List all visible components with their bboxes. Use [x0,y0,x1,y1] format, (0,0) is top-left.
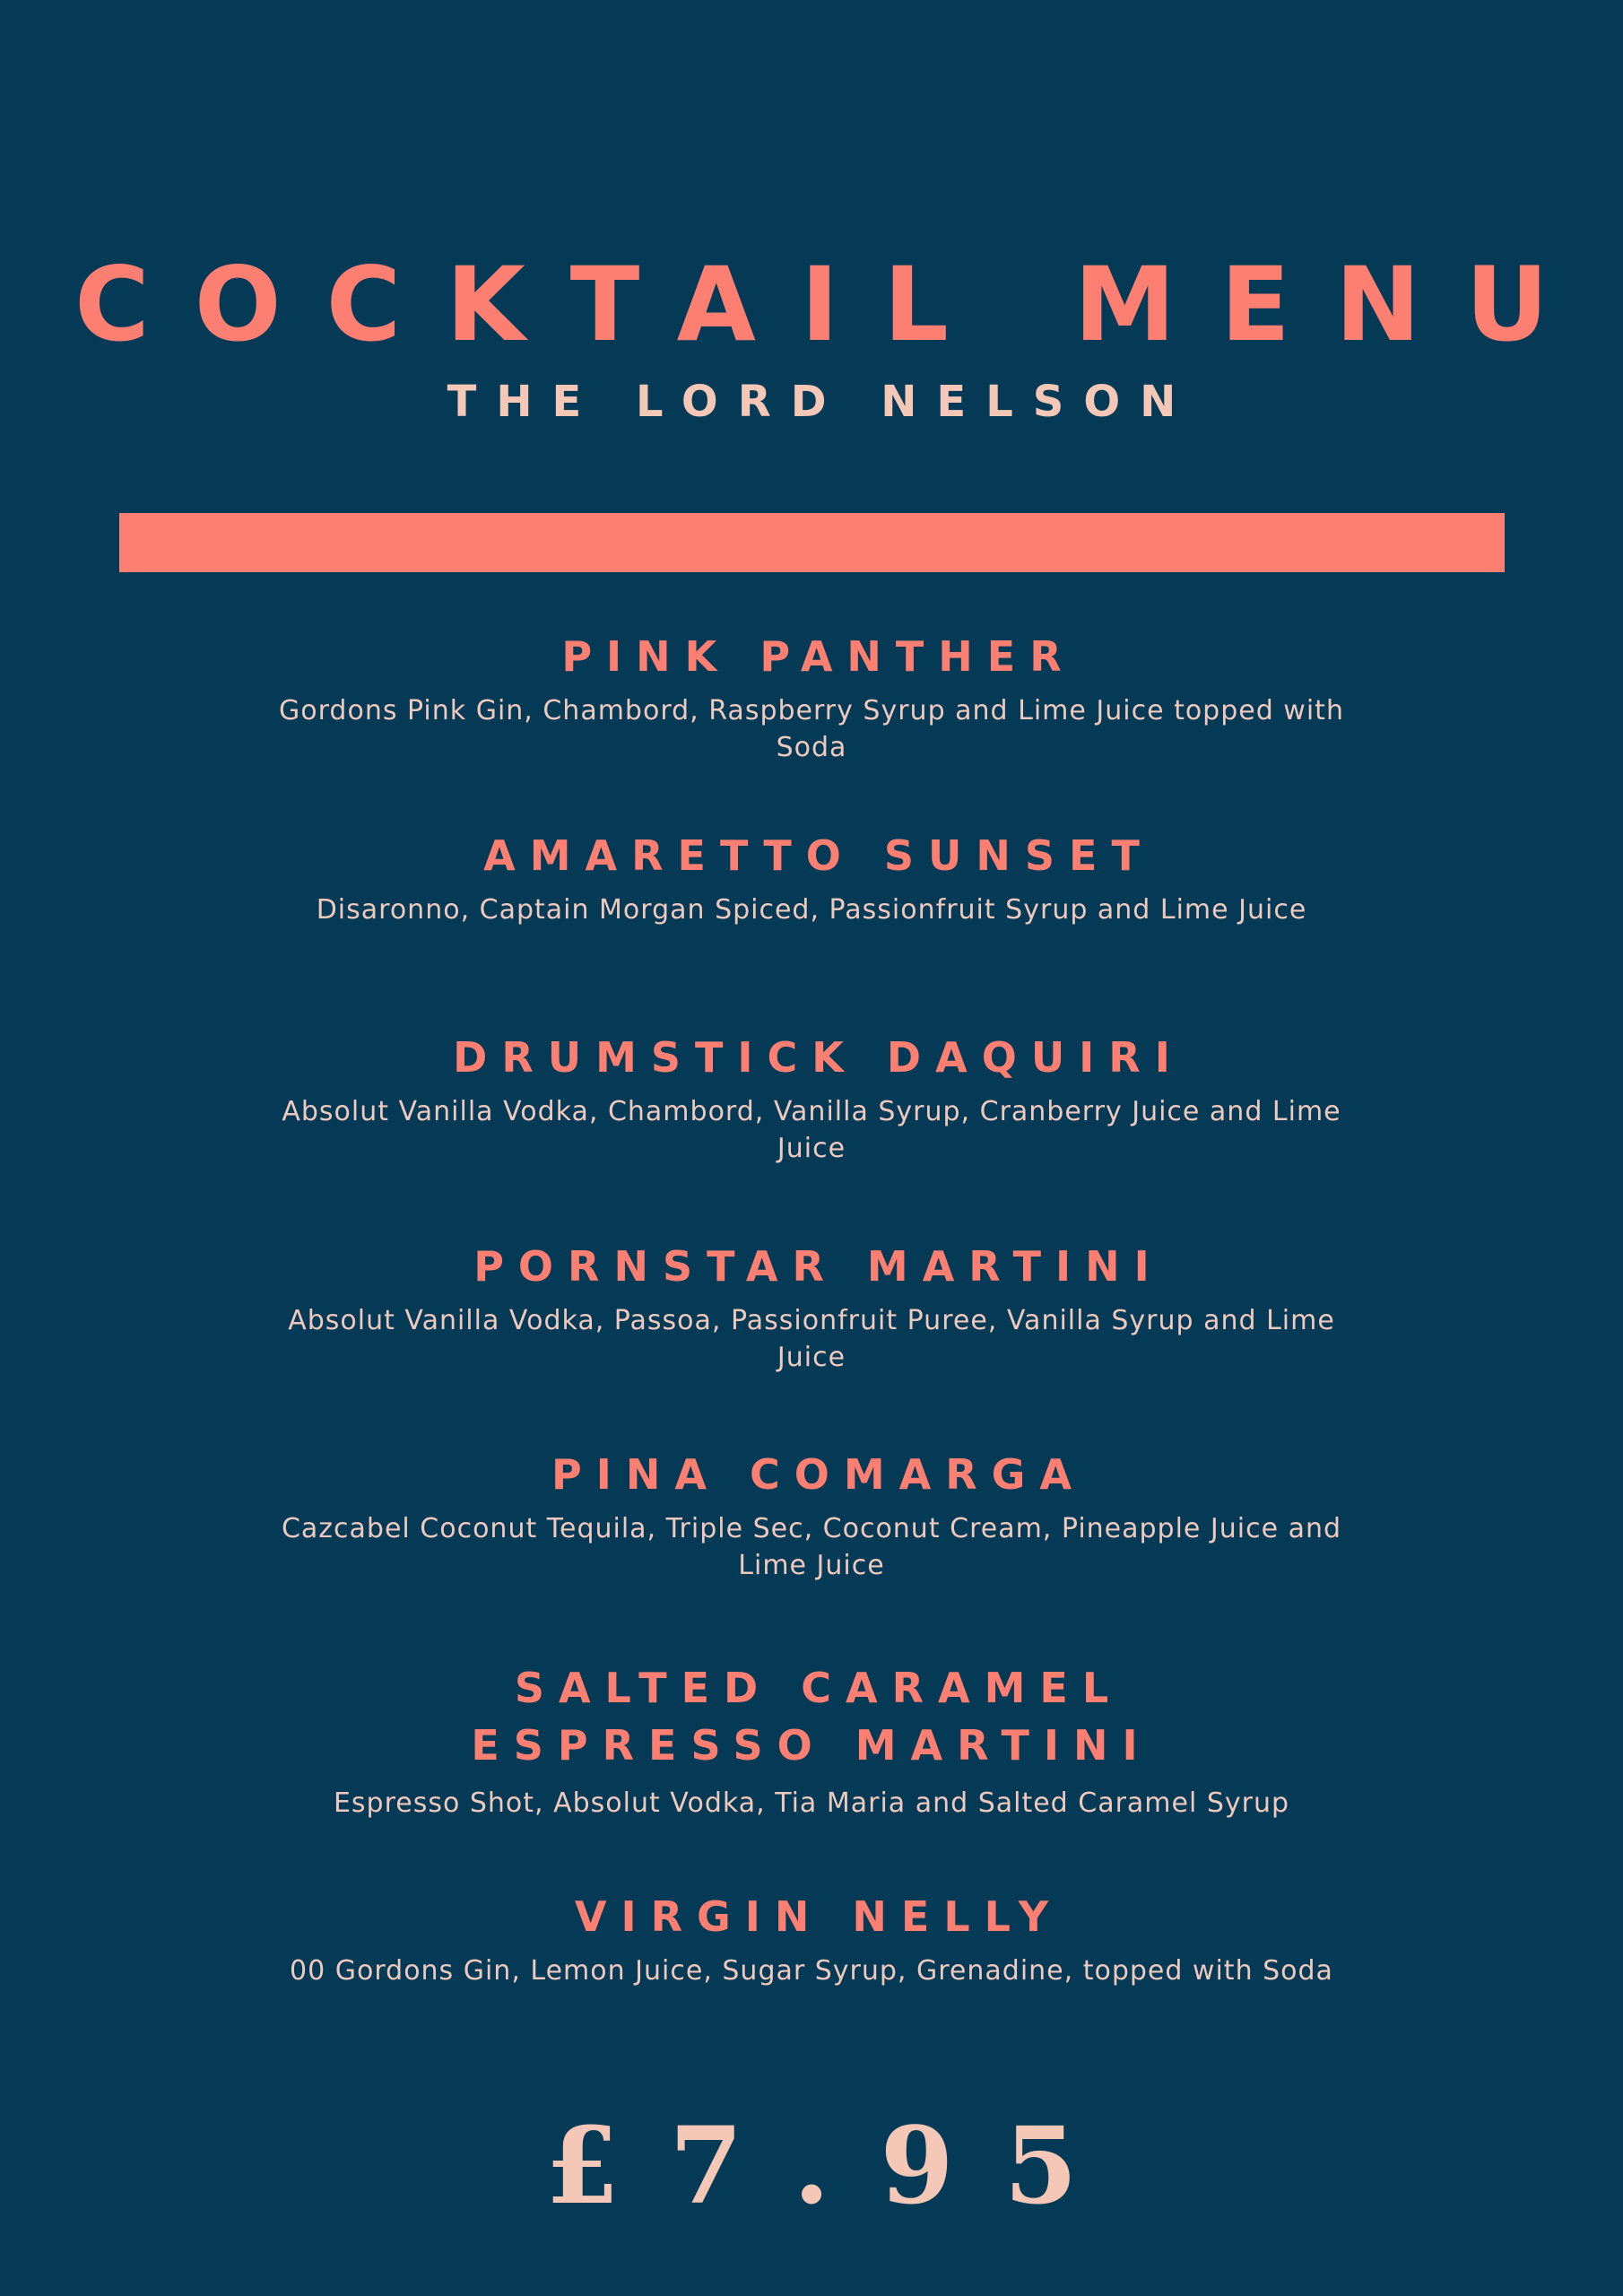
cocktail-name: VIRGIN NELLY [574,1892,1063,1941]
cocktail-description: Gordons Pink Gin, Chambord, Raspberry Syrup and Lime Juice topped with Soda [279,695,1344,763]
cocktail-description: 00 Gordons Gin, Lemon Juice, Sugar Syrup, Grenadine, topped with Soda [290,1955,1333,1987]
menu-item [269,1888,1354,1989]
cocktail-description: Absolut Vanilla Vodka, Chambord, Vanilla Syrup, Cranberry Juice and Lime Juice [282,1096,1341,1164]
cocktail-name: PINK PANTHER [561,632,1076,681]
cocktail-name: PINA COMARGA [551,1450,1086,1499]
menu-item [269,1029,1354,1167]
menu-item [269,1238,1354,1376]
venue-name: THE LORD NELSON [447,377,1196,427]
cocktail-description: Espresso Shot, Absolut Vodka, Tia Maria and Salted Caramel Syrup [333,1787,1290,1819]
cocktail-name: SALTED CARAMEL ESPRESSO MARTINI [471,1664,1152,1770]
menu-item [377,1659,1246,1774]
cocktail-description: Disaronno, Captain Morgan Spiced, Passionfruit Syrup and Lime Juice [316,894,1307,926]
menu-item-description-wrap [269,1785,1354,1822]
cocktail-description: Absolut Vanilla Vodka, Passoa, Passionfruit Puree, Vanilla Syrup and Lime Juice [288,1305,1335,1373]
divider-bar [119,513,1505,572]
menu-item [269,628,1354,766]
menu-item [269,827,1354,928]
menu-item [269,1446,1354,1584]
cocktail-name: PORNSTAR MARTINI [473,1242,1164,1291]
cocktail-description: Cazcabel Coconut Tequila, Triple Sec, Coconut Cream, Pineapple Juice and Lime Juice [281,1513,1342,1581]
cocktail-name: DRUMSTICK DAQUIRI [453,1033,1185,1082]
price: £7.95 [545,2103,1128,2228]
cocktail-name: AMARETTO SUNSET [483,831,1154,880]
menu-title: COCKTAIL MENU [74,245,1593,364]
